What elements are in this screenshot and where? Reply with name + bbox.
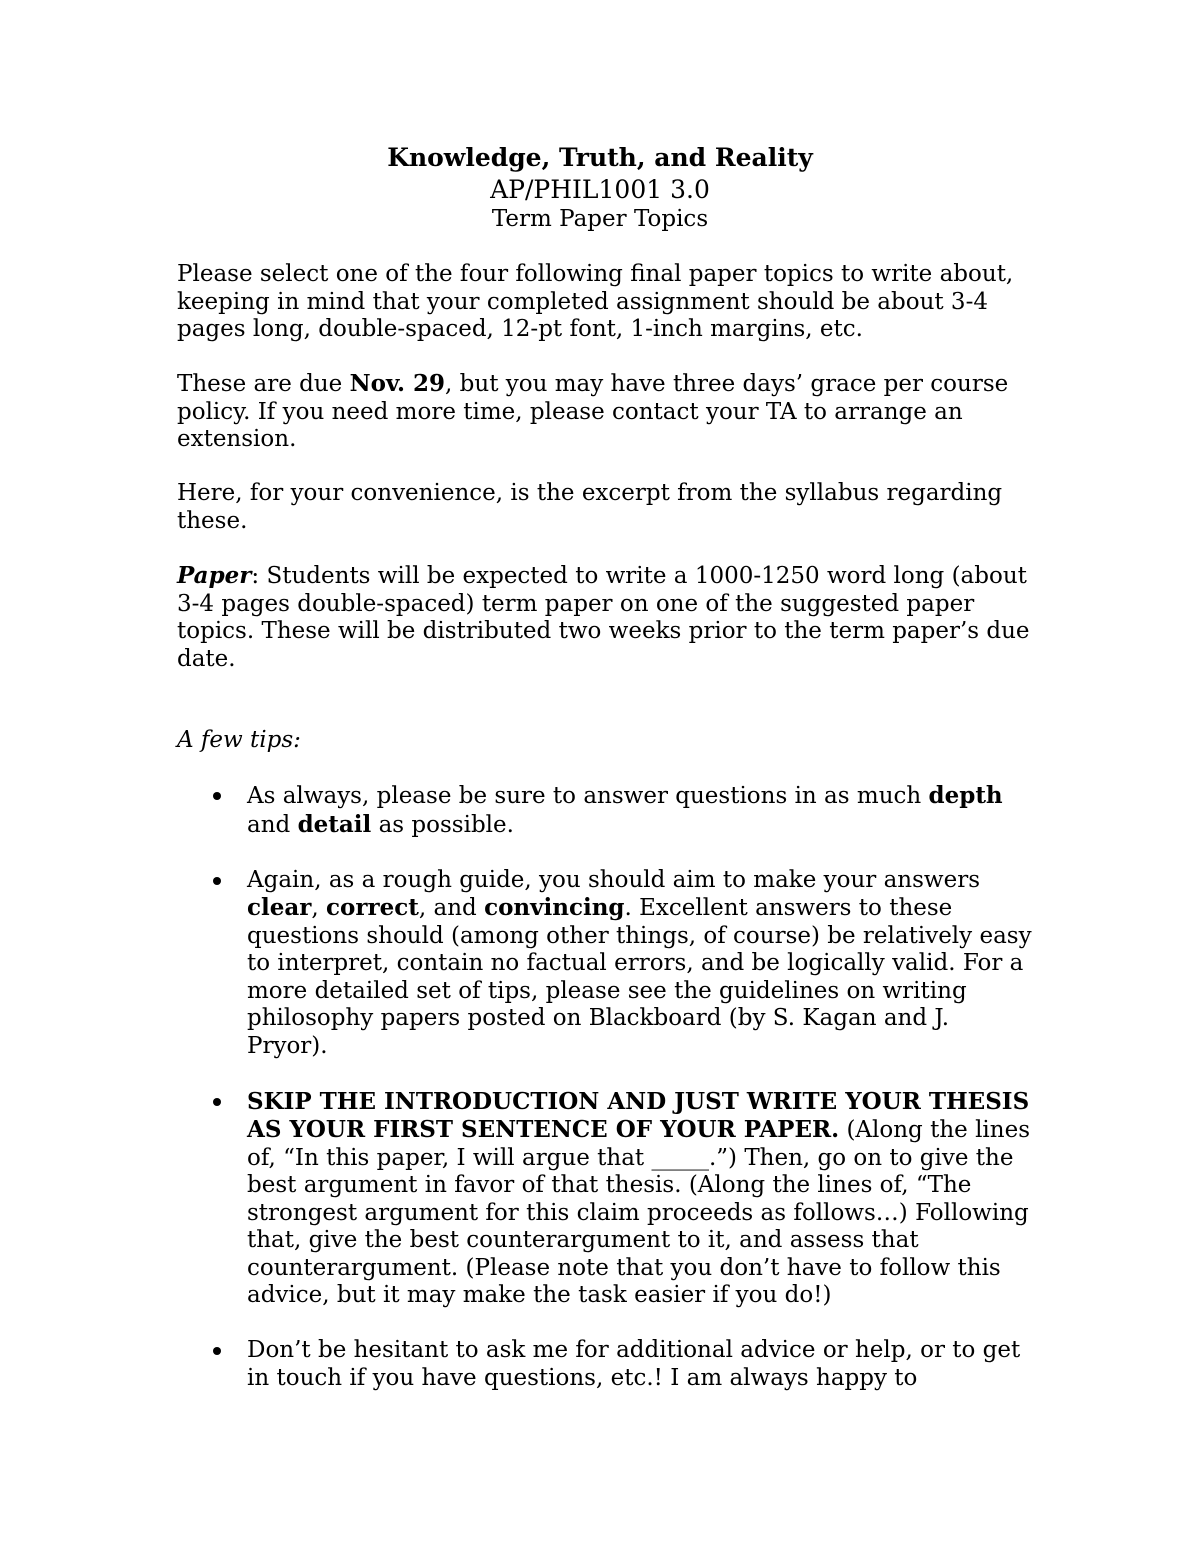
- tips-list: [177, 782, 1037, 1420]
- document-subtitle: Term Paper Topics: [491, 206, 709, 232]
- intro-paragraph: Please select one of the four following final paper topics to write about, keeping in mind that your completed assignment should be about 3-4 pages long, double-spaced, 12-pt font, 1-inch margins, etc.: [177, 261, 1014, 342]
- due-date: Nov. 29: [349, 370, 446, 397]
- due-date-paragraph: [177, 370, 1037, 454]
- tip-text: (Along the lines of, “In this paper, I will argue that _____.”) Then, go on to give the best argument in favor of that thesis. (Along the lines of, “The strongest argument for this claim proceeds as follows…) Following that, give the best counterargument to it, and assess that counterargument. (Please note that you don’t have to follow this advice, but it may make the task easier if you do!): [247, 1117, 1031, 1308]
- tip-emphasis: SKIP THE INTRODUCTION AND JUST WRITE YOUR THESIS AS YOUR FIRST SENTENCE OF YOUR PAPER.: [247, 1087, 1030, 1143]
- due-text-after: , but you may have three days’ grace per course policy. If you need more time, please contact your TA to arrange an extension.: [177, 371, 1009, 452]
- tip-text: Don’t be hesitant to ask me for additional advice or help, or to get in touch if you have questions, etc.! I am always happy to: [247, 1337, 1021, 1391]
- tip-emphasis: correct: [326, 894, 419, 921]
- paper-description-paragraph: [177, 562, 1037, 673]
- list-item: [177, 782, 1037, 839]
- paper-text: : Students will be expected to write a 1000-1250 word long (about 3-4 pages double-spaced) term paper on one of the suggested paper topics. These will be distributed two weeks prior to the term paper’s due date.: [177, 563, 1030, 672]
- paper-label: Paper: [177, 562, 252, 589]
- course-code: AP/PHIL1001 3.0: [490, 175, 710, 204]
- list-item: [177, 867, 1037, 1061]
- tip-text: ,: [311, 895, 327, 921]
- due-text-before: These are due: [177, 371, 350, 397]
- excerpt-intro-paragraph: Here, for your convenience, is the excerpt from the syllabus regarding these.: [177, 480, 1003, 534]
- tip-text: , and: [418, 895, 485, 921]
- tip-text: As always, please be sure to answer questions in as much: [247, 783, 929, 809]
- document-title: Knowledge, Truth, and Reality: [387, 143, 813, 172]
- tip-emphasis: clear: [247, 894, 312, 921]
- tip-text: Again, as a rough guide, you should aim to make your answers: [247, 866, 981, 893]
- tip-emphasis: depth: [928, 782, 1003, 809]
- tip-emphasis: detail: [297, 810, 372, 838]
- tip-text: and: [247, 811, 298, 838]
- tips-heading: A few tips:: [177, 727, 301, 753]
- list-item: [177, 1088, 1037, 1310]
- tip-text: . Excellent answers to these questions should (among other things, of course) be relatively easy to interpret, contain no factual errors, and be logically valid. For a more detailed set of tips, please see the guidelines on writing philosophy papers posted on Blackboard (by S. Kagan and J. Pryor).: [247, 895, 1032, 1059]
- tip-emphasis: convincing: [484, 894, 625, 921]
- tip-text: as possible.: [371, 811, 514, 838]
- list-item: [177, 1337, 1037, 1392]
